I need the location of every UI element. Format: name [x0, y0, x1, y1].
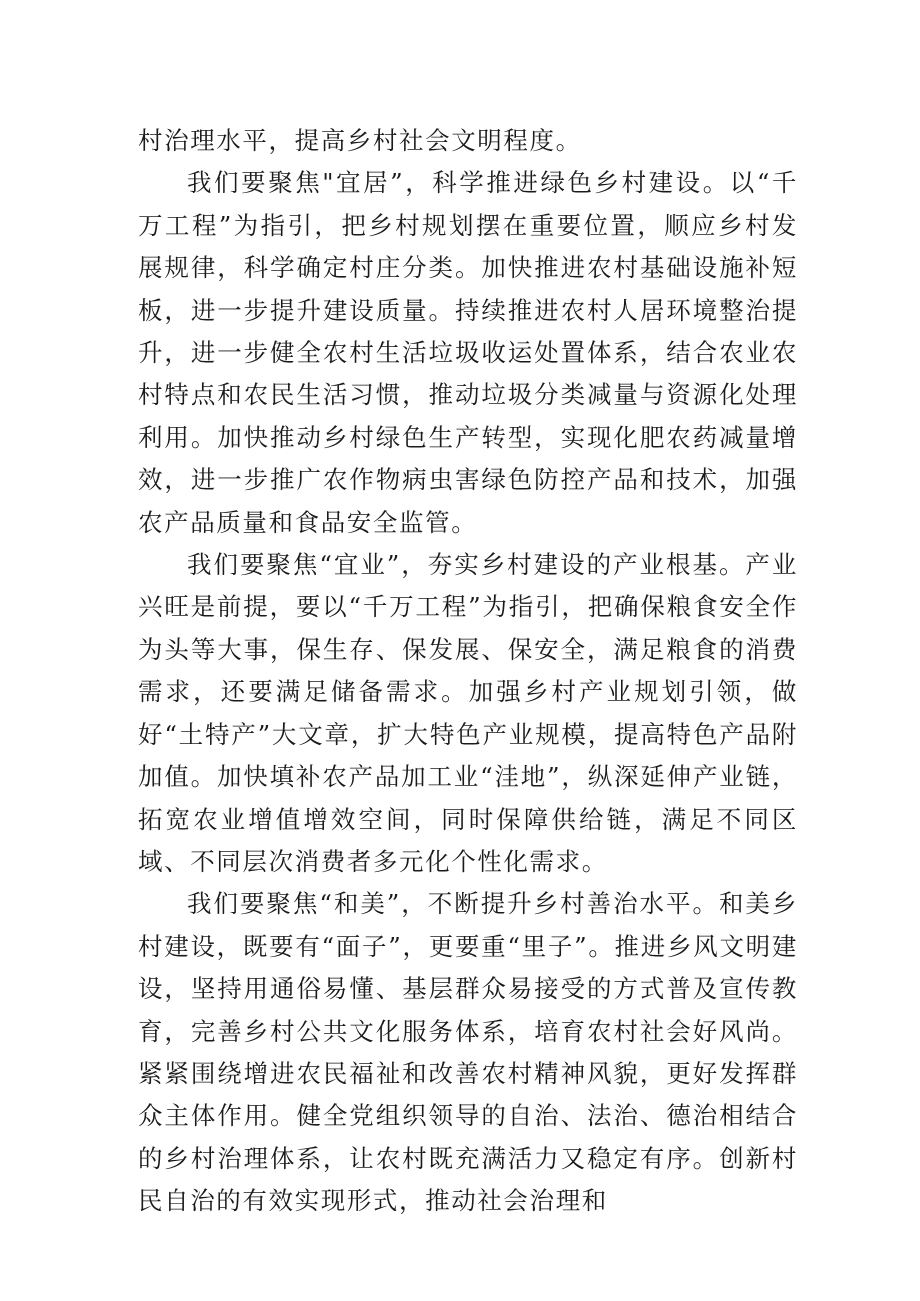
- paragraph-livable: 我们要聚焦"宜居”，科学推进绿色乡村建设。以“千万工程”为指引，把乡村规划摆在重要位置，顺应乡村发展规律，科学确定村庄分类。加快推进农村基础设施补短板，进一步提升建设质量。持续推进农村人居环境整治提升，进一步健全农村生活垃圾收运处置体系，结合农业农村特点和农民生活习惯，推动垃圾分类减量与资源化处理利用。加快推动乡村绿色生产转型，实现化肥农药减量增效，进一步推广农作物病虫害绿色防控产品和技术，加强农产品质量和食品安全监管。: [138, 168, 798, 537]
- paragraph-continued: 村治理水平，提高乡村社会文明程度。: [138, 126, 582, 155]
- document-body: [138, 120, 798, 1223]
- paragraph-harmony: 我们要聚焦“和美”，不断提升乡村善治水平。和美乡村建设，既要有“面子”，更要重“里子”。推进乡风文明建设，坚持用通俗易懂、基层群众易接受的方式普及宣传教育，完善乡村公共文化服务体系，培育农村社会好风尚。紧紧围绕增进农民福祉和改善农村精神风貌，更好发挥群众主体作用。健全党组织领导的自治、法治、德治相结合的乡村治理体系，让农村既充满活力又稳定有序。创新村民自治的有效实现形式，推动社会治理和: [138, 889, 798, 1216]
- paragraph-industry: 我们要聚焦“宜业”，夯实乡村建设的产业根基。产业兴旺是前提，要以“千万工程”为指引，把确保粮食安全作为头等大事，保生存、保发展、保安全，满足粮食的消费需求，还要满足储备需求。加强乡村产业规划引领，做好“土特产”大文章，扩大特色产业规模，提高特色产品附加值。加快填补农产品加工业“洼地”，纵深延伸产业链，拓宽农业增值增效空间，同时保障供给链，满足不同区域、不同层次消费者多元化个性化需求。: [138, 550, 798, 876]
